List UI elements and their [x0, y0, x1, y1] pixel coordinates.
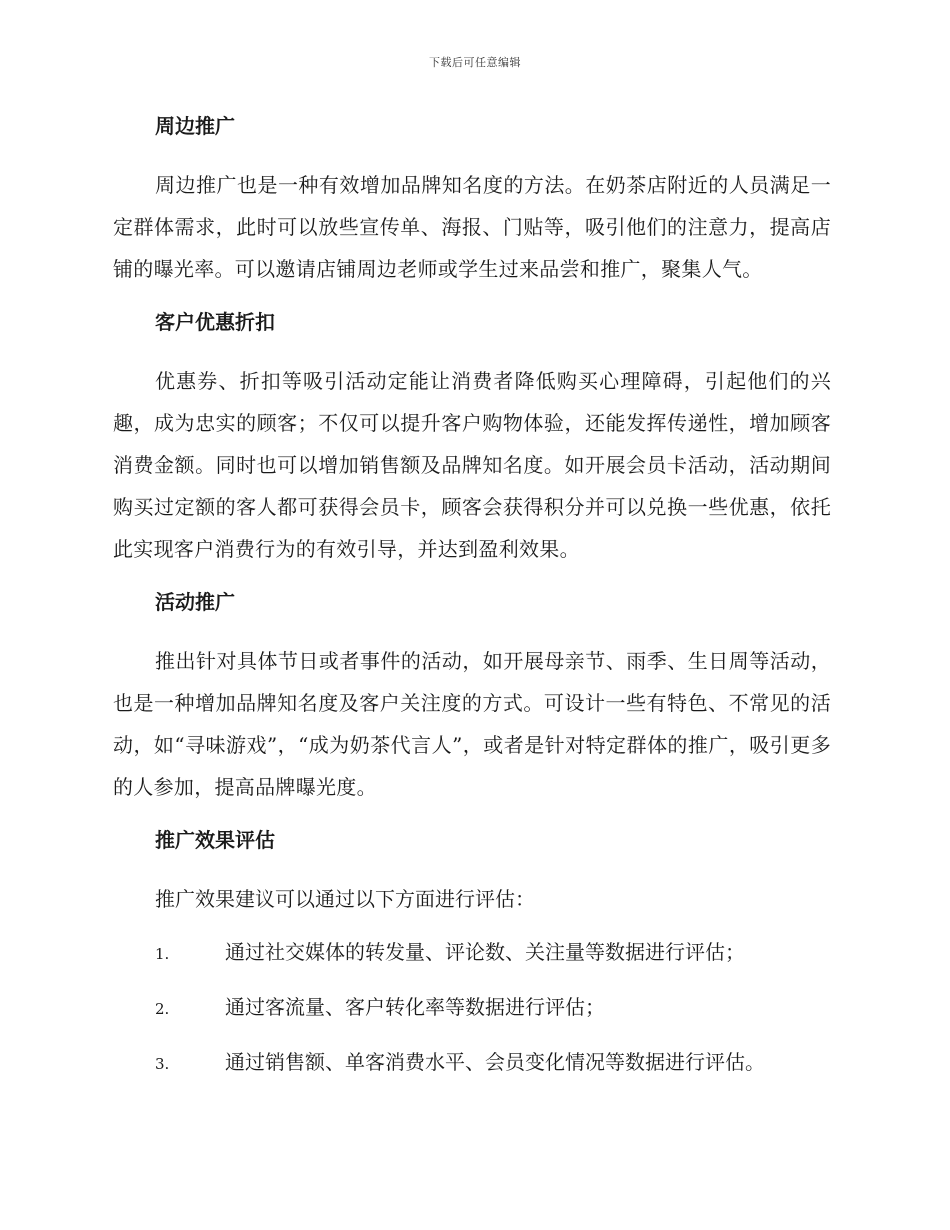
list-item-text: 通过销售额、单客消费水平、会员变化情况等数据进行评估。 — [225, 1050, 765, 1074]
list-item-number: 2. — [155, 1000, 170, 1018]
list-item — [113, 1041, 831, 1083]
section-paragraph-customer-discount: 优惠券、折扣等吸引活动定能让消费者降低购买心理障碍，引起他们的兴趣，成为忠实的顾客；不仅可以提升客户购物体验，还能发挥传递性，增加顾客消费金额。同时也可以增加销售额及品牌知名度。如开展会员卡活动，活动期间购买过定额的客人都可获得会员卡，顾客会获得积分并可以兑换一些优惠，依托此实现客户消费行为的有效引导，并达到盈利效果。 — [113, 369, 831, 561]
evaluation-list — [113, 931, 831, 1083]
list-item-number: 1. — [155, 945, 170, 963]
section-heading-effect-evaluation: 推广效果评估 — [155, 828, 275, 852]
section-heading-peripheral-promotion: 周边推广 — [155, 114, 235, 138]
section-paragraph-effect-evaluation: 推广效果建议可以通过以下方面进行评估： — [155, 887, 535, 911]
list-item — [113, 931, 831, 973]
section-paragraph-peripheral-promotion: 周边推广也是一种有效增加品牌知名度的方法。在奶茶店附近的人员满足一定群体需求，此时可以放些宣传单、海报、门贴等，吸引他们的注意力，提高店铺的曝光率。可以邀请店铺周边老师或学生过来品尝和推广，聚集人气。 — [113, 173, 831, 281]
section-paragraph-event-promotion: 推出针对具体节日或者事件的活动，如开展母亲节、雨季、生日周等活动，也是一种增加品牌知名度及客户关注度的方式。可设计一些有特色、不常见的活动，如“寻味游戏”，“成为奶茶代言人”，或者是针对特定群体的推广，吸引更多的人参加，提高品牌曝光度。 — [113, 649, 831, 799]
list-item-text: 通过社交媒体的转发量、评论数、关注量等数据进行评估； — [225, 940, 745, 964]
list-item — [113, 986, 831, 1028]
header-note: 下载后可任意编辑 — [429, 56, 521, 69]
list-item-text: 通过客流量、客户转化率等数据进行评估； — [225, 995, 605, 1019]
section-heading-event-promotion: 活动推广 — [155, 590, 235, 614]
section-heading-customer-discount: 客户优惠折扣 — [155, 310, 275, 334]
list-item-number: 3. — [155, 1055, 170, 1073]
document-body — [113, 110, 831, 1096]
